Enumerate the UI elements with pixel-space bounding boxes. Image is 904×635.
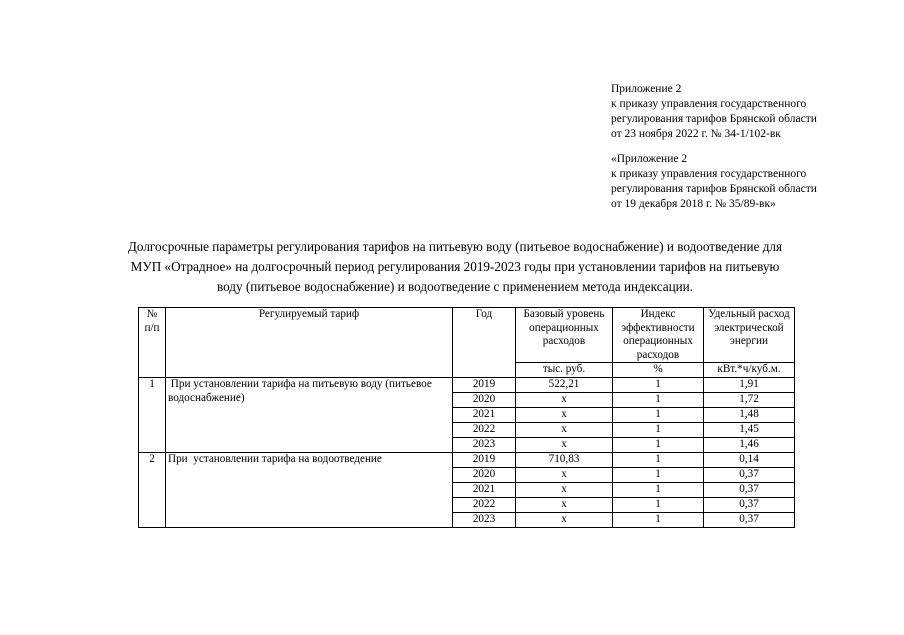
unit-index: % — [613, 363, 704, 378]
energy-consumption-cell: 0,14 — [704, 453, 795, 468]
year-cell: 2021 — [453, 483, 516, 498]
year-cell: 2020 — [453, 393, 516, 408]
row-number: 2 — [139, 453, 166, 528]
year-cell: 2023 — [453, 438, 516, 453]
appendix-line: от 19 декабря 2018 г. № 35/89-вк» — [611, 198, 776, 210]
document-title — [70, 237, 840, 297]
energy-consumption-cell: 1,46 — [704, 438, 795, 453]
tariff-name: При установлении тарифа на питьевую воду (питьевое водоснабжение) — [166, 378, 453, 453]
energy-consumption-cell: 0,37 — [704, 498, 795, 513]
energy-consumption-cell: 1,72 — [704, 393, 795, 408]
base-cost-cell: 522,21 — [516, 378, 613, 393]
header-index: Индекс эффективности операционных расходов — [613, 308, 704, 363]
appendix-previous-reference — [611, 152, 817, 212]
energy-consumption-cell: 0,37 — [704, 513, 795, 528]
base-cost-cell: х — [516, 498, 613, 513]
base-cost-cell: х — [516, 423, 613, 438]
unit-energy: кВт.*ч/куб.м. — [704, 363, 795, 378]
year-cell: 2022 — [453, 423, 516, 438]
row-number: 1 — [139, 378, 166, 453]
header-energy: Удельный расход электрической энергии — [704, 308, 795, 363]
efficiency-index-cell: 1 — [613, 513, 704, 528]
efficiency-index-cell: 1 — [613, 378, 704, 393]
appendix-current-reference — [611, 82, 817, 142]
energy-consumption-cell: 1,48 — [704, 408, 795, 423]
efficiency-index-cell: 1 — [613, 468, 704, 483]
year-cell: 2020 — [453, 468, 516, 483]
header-tariff: Регулируемый тариф — [166, 308, 453, 378]
base-cost-cell: х — [516, 513, 613, 528]
base-cost-cell: 710,83 — [516, 453, 613, 468]
title-line: воду (питьевое водоснабжение) и водоотведение с применением метода индексации. — [216, 279, 694, 294]
energy-consumption-cell: 1,45 — [704, 423, 795, 438]
year-cell: 2019 — [453, 378, 516, 393]
appendix-line: регулирования тарифов Брянской области — [611, 183, 817, 195]
efficiency-index-cell: 1 — [613, 438, 704, 453]
table-row — [139, 453, 795, 468]
year-cell: 2021 — [453, 408, 516, 423]
title-line: Долгосрочные параметры регулирования тарифов на питьевую воду (питьевое водоснабжение) и водоотведение для — [127, 239, 783, 254]
efficiency-index-cell: 1 — [613, 408, 704, 423]
efficiency-index-cell: 1 — [613, 393, 704, 408]
appendix-line: регулирования тарифов Брянской области — [611, 113, 817, 125]
title-line: МУП «Отрадное» на долгосрочный период регулирования 2019-2023 годы при установлении тарифов на питьевую — [130, 259, 780, 274]
header-base: Базовый уровень операционных расходов — [516, 308, 613, 363]
efficiency-index-cell: 1 — [613, 483, 704, 498]
header-year: Год — [453, 308, 516, 378]
base-cost-cell: х — [516, 483, 613, 498]
base-cost-cell: х — [516, 468, 613, 483]
table-row — [139, 378, 795, 393]
table-header-row — [139, 308, 795, 363]
efficiency-index-cell: 1 — [613, 423, 704, 438]
appendix-line: «Приложение 2 — [611, 153, 688, 165]
appendix-line: от 23 ноября 2022 г. № 34-1/102-вк — [611, 128, 781, 140]
efficiency-index-cell: 1 — [613, 453, 704, 468]
unit-base: тыс. руб. — [516, 363, 613, 378]
efficiency-index-cell: 1 — [613, 498, 704, 513]
tariff-parameters-table — [138, 307, 795, 528]
header-num: № п/п — [139, 308, 166, 378]
energy-consumption-cell: 1,91 — [704, 378, 795, 393]
appendix-line: Приложение 2 — [611, 83, 682, 95]
energy-consumption-cell: 0,37 — [704, 468, 795, 483]
year-cell: 2023 — [453, 513, 516, 528]
year-cell: 2019 — [453, 453, 516, 468]
tariff-name: При установлении тарифа на водоотведение — [166, 453, 453, 528]
base-cost-cell: х — [516, 393, 613, 408]
appendix-line: к приказу управления государственного — [611, 168, 807, 180]
base-cost-cell: х — [516, 438, 613, 453]
base-cost-cell: х — [516, 408, 613, 423]
year-cell: 2022 — [453, 498, 516, 513]
appendix-line: к приказу управления государственного — [611, 98, 807, 110]
energy-consumption-cell: 0,37 — [704, 483, 795, 498]
